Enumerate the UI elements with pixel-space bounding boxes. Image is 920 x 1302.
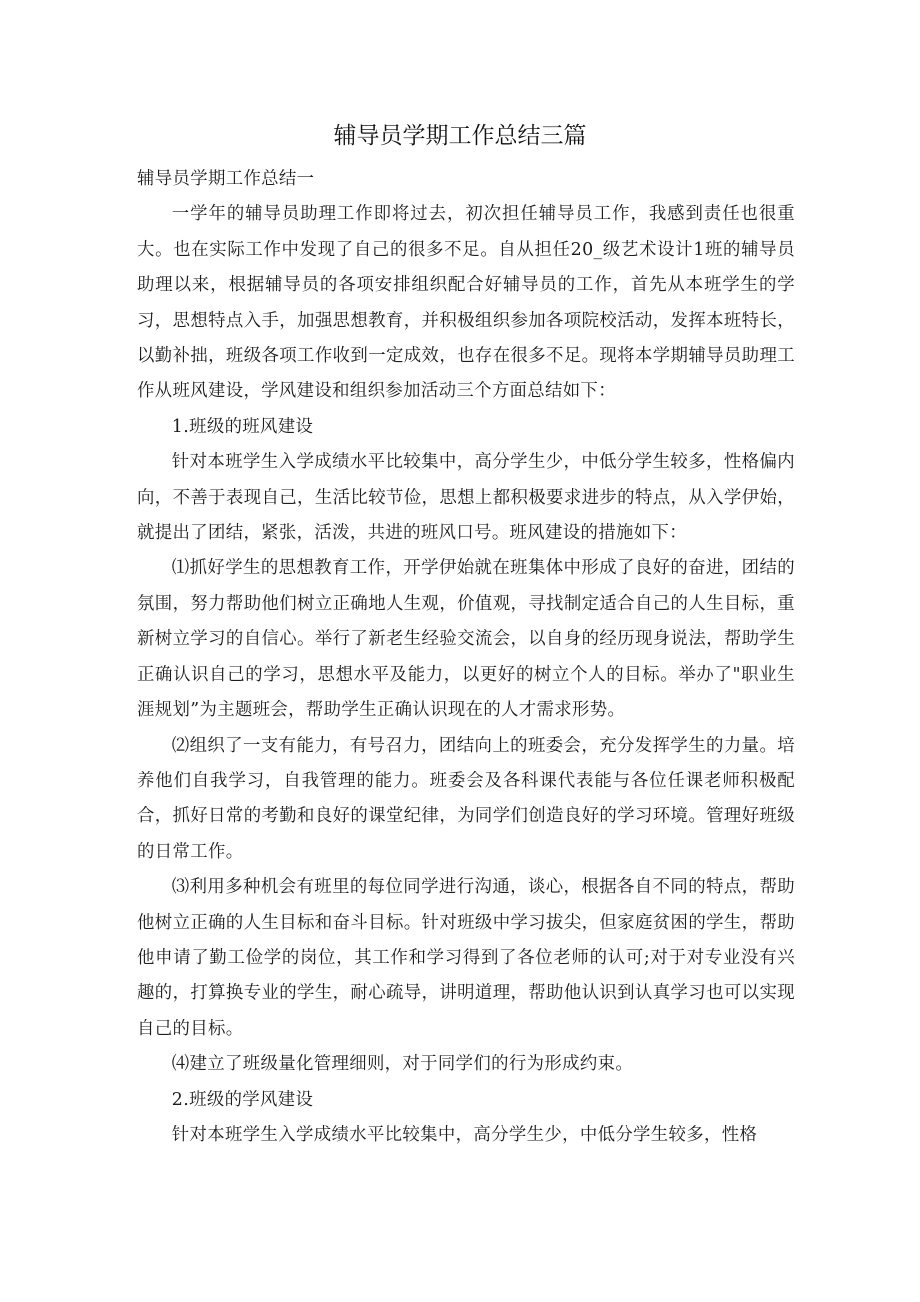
paragraph-measure-4: ⑷建立了班级量化管理细则，对于同学们的行为形成约束。 (171, 1054, 634, 1075)
paragraph-measure-1: ⑴抓好学生的思想教育工作，开学伊始就在班集体中形成了良好的奋进，团结的氛围，努力帮助他们树立正确地人生观，价值观，寻找制定适合自己的人生目标，重新树立学习的自信心。举行了新老生经验交流会，以自身的经历现身说法，帮助学生正确认识自己的学习，思想水平及能力，以更好的树立个人的目标。举办了"职业生涯规划”为主题班会，帮助学生正确认识现在的人才需求形势。 (137, 558, 795, 721)
document-title: 辅导员学期工作总结三篇 (333, 123, 587, 149)
section-subtitle: 辅导员学期工作总结一 (137, 169, 315, 189)
document-body (137, 162, 795, 1153)
paragraph-measure-2: ⑵组织了一支有能力，有号召力，团结向上的班委会，充分发挥学生的力量。培养他们自我学习，自我管理的能力。班委会及各科课代表能与各位任课老师积极配合，抓好日常的考勤和良好的课堂纪律，为同学们创造良好的学习环境。管理好班级的日常工作。 (137, 735, 795, 862)
section-heading-study-style: 2.班级的学风建设 (171, 1089, 314, 1110)
paragraph-class-style-overview: 针对本班学生入学成绩水平比较集中，高分学生少，中低分学生较多，性格偏内向，不善于表现自己，生活比较节俭，思想上都积极要求进步的特点，从入学伊始，就提出了团结，紧张，活泼，共进的班风口号。班风建设的措施如下： (137, 452, 795, 544)
paragraph-measure-3: ⑶利用多种机会有班里的每位同学进行沟通，谈心，根据各自不同的特点，帮助他树立正确的人生目标和奋斗目标。针对班级中学习拔尖，但家庭贫困的学生，帮助他申请了勤工俭学的岗位，其工作和学习得到了各位老师的认可;对于对专业没有兴趣的，打算换专业的学生，耐心疏导，讲明道理，帮助他认识到认真学习也可以实现自己的目标。 (137, 877, 795, 1039)
paragraph-intro: 一学年的辅导员助理工作即将过去，初次担任辅导员工作，我感到责任也很重大。也在实际工作中发现了自己的很多不足。自从担任20_级艺术设计1班的辅导员助理以来，根据辅导员的各项安排组织配合好辅导员的工作，首先从本班学生的学习，思想特点入手，加强思想教育，并积极组织参加各项院校活动，发挥本班特长，以勤补拙，班级各项工作收到一定成效，也存在很多不足。现将本学期辅导员助理工作从班风建设，学风建设和组织参加活动三个方面总结如下： (137, 204, 795, 402)
paragraph-study-style-overview: 针对本班学生入学成绩水平比较集中，高分学生少，中低分学生较多，性格 (171, 1124, 758, 1145)
section-heading-class-style: 1.班级的班风建设 (171, 416, 314, 437)
